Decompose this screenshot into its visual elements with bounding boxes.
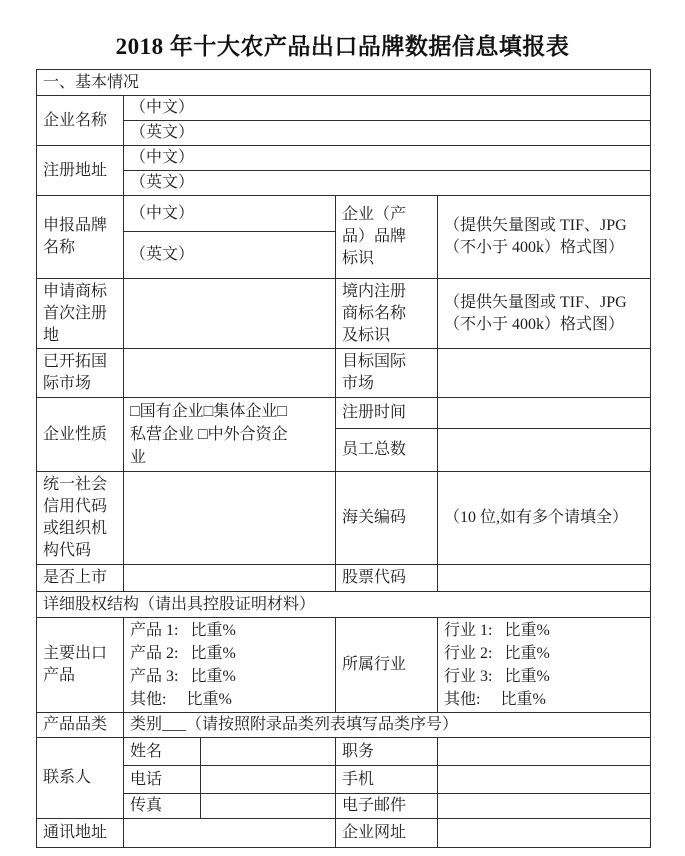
domestic-trademark-note: （提供矢量图或 TIF、JPG（不小于 400k）格式图） <box>444 293 627 333</box>
main-export-products-input[interactable] <box>124 618 336 713</box>
employee-total-input[interactable] <box>438 429 651 472</box>
contact-email-input[interactable] <box>438 794 651 819</box>
industry-input[interactable] <box>438 618 651 713</box>
brand-logo-upload-cell[interactable] <box>438 196 651 279</box>
equity-structure-row[interactable] <box>37 592 651 618</box>
declared-brand-en-input[interactable] <box>124 232 336 279</box>
contact-fax-input[interactable] <box>201 794 336 819</box>
cn-hint: （中文） <box>130 149 195 166</box>
product-category-input[interactable] <box>124 713 651 738</box>
listed-company-input[interactable] <box>124 565 336 592</box>
contact-phone-label: 电话 <box>124 766 201 794</box>
company-name-label: 企业名称 <box>37 96 124 146</box>
credit-code-input[interactable] <box>124 472 336 565</box>
contact-title-label: 职务 <box>336 738 438 766</box>
company-website-label: 企业网址 <box>336 819 438 848</box>
en-hint: （英文） <box>130 246 195 263</box>
contact-title-input[interactable] <box>438 738 651 766</box>
cn-hint: （中文） <box>130 99 195 116</box>
contact-phone-input[interactable] <box>201 766 336 794</box>
industry-line-other: 其他: 比重% <box>444 691 546 708</box>
mailing-address-input[interactable] <box>124 819 336 848</box>
trademark-first-registration-input[interactable] <box>124 279 336 349</box>
product-category-label: 产品品类 <box>37 713 124 738</box>
trademark-first-registration-label: 申请商标首次注册地 <box>37 279 124 349</box>
company-name-cn-input[interactable] <box>124 96 651 121</box>
customs-code-note: （10 位,如有多个请填全） <box>444 509 629 526</box>
opened-international-market-input[interactable] <box>124 349 336 398</box>
product-category-hint: 类别___（请按照附录品类列表填写品类序号） <box>130 716 459 733</box>
company-nature-label: 企业性质 <box>37 398 124 472</box>
mailing-address-label: 通讯地址 <box>37 819 124 848</box>
stock-code-input[interactable] <box>438 565 651 592</box>
contact-mobile-input[interactable] <box>438 766 651 794</box>
registration-time-label: 注册时间 <box>336 398 438 429</box>
product-line-2: 产品 2: 比重% <box>130 645 236 662</box>
main-export-products-label: 主要出口产品 <box>37 618 124 713</box>
en-hint: （英文） <box>130 174 195 191</box>
domestic-trademark-upload-cell[interactable] <box>438 279 651 349</box>
brand-logo-label: 企业（产品）品牌标识 <box>336 196 438 279</box>
company-website-input[interactable] <box>438 819 651 848</box>
section-basic-info-header: 一、基本情况 <box>37 70 651 96</box>
checkbox-options[interactable]: □国有企业□集体企业□私营企业 □中外合资企业 <box>130 403 288 466</box>
company-name-en-input[interactable] <box>124 121 651 146</box>
opened-international-market-label: 已开拓国际市场 <box>37 349 124 398</box>
product-line-1: 产品 1: 比重% <box>130 622 236 639</box>
contact-person-label: 联系人 <box>37 738 124 819</box>
employee-total-label: 员工总数 <box>336 429 438 472</box>
contact-email-label: 电子邮件 <box>336 794 438 819</box>
target-international-market-label: 目标国际市场 <box>336 349 438 398</box>
cn-hint: （中文） <box>130 204 195 222</box>
contact-name-input[interactable] <box>201 738 336 766</box>
contact-name-label: 姓名 <box>124 738 201 766</box>
basic-info-table <box>36 69 651 848</box>
page-title: 2018 年十大农产品出口品牌数据信息填报表 <box>115 34 570 59</box>
declared-brand-cn-input[interactable] <box>124 196 336 232</box>
company-nature-checkboxes[interactable] <box>124 398 336 472</box>
industry-line-2: 行业 2: 比重% <box>444 645 550 662</box>
registered-address-cn-input[interactable] <box>124 146 651 171</box>
listed-company-label: 是否上市 <box>37 565 124 592</box>
industry-line-1: 行业 1: 比重% <box>444 622 550 639</box>
contact-mobile-label: 手机 <box>336 766 438 794</box>
contact-fax-label: 传真 <box>124 794 201 819</box>
declared-brand-label: 申报品牌名称 <box>37 196 124 279</box>
en-hint: （英文） <box>130 124 195 141</box>
product-line-other: 其他: 比重% <box>130 691 232 708</box>
industry-label: 所属行业 <box>336 618 438 713</box>
customs-code-input[interactable] <box>438 472 651 565</box>
stock-code-label: 股票代码 <box>336 565 438 592</box>
registered-address-en-input[interactable] <box>124 171 651 196</box>
customs-code-label: 海关编码 <box>336 472 438 565</box>
registration-time-input[interactable] <box>438 398 651 429</box>
equity-structure-label: 详细股权结构（请出具控股证明材料） <box>43 595 316 613</box>
credit-code-label: 统一社会信用代码或组织机构代码 <box>37 472 124 565</box>
target-international-market-input[interactable] <box>438 349 651 398</box>
brand-logo-note: （提供矢量图或 TIF、JPG（不小于 400k）格式图） <box>444 217 627 256</box>
industry-line-3: 行业 3: 比重% <box>444 668 550 685</box>
registered-address-label: 注册地址 <box>37 146 124 196</box>
domestic-trademark-label: 境内注册商标名称及标识 <box>336 279 438 349</box>
product-line-3: 产品 3: 比重% <box>130 668 236 685</box>
